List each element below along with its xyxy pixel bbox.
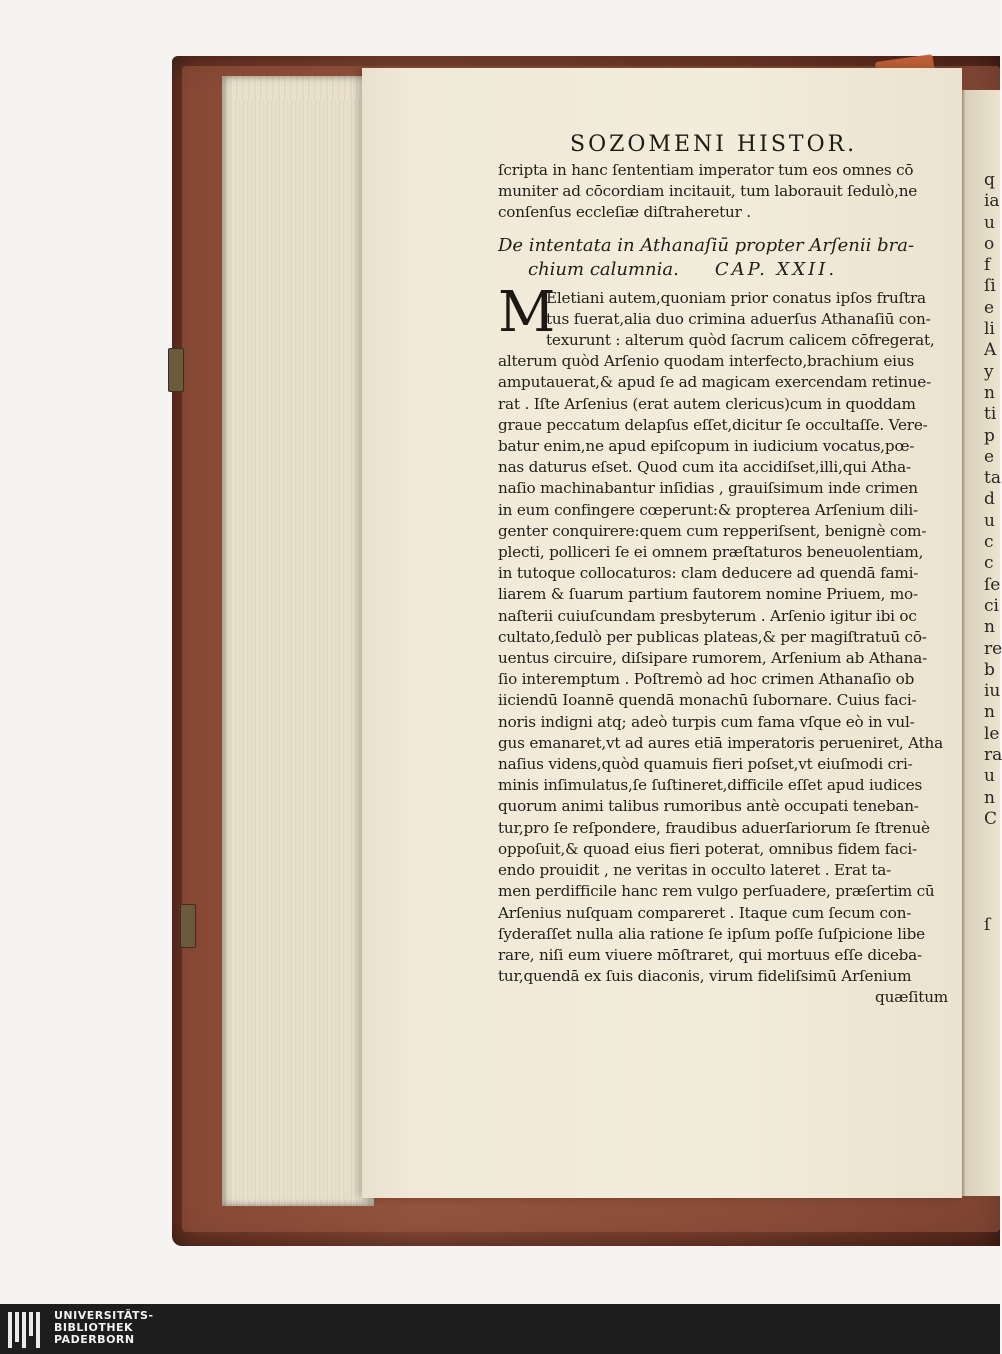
facing-page-fragment: A xyxy=(984,340,997,361)
body-line: ſio interemptum . Poſtremò ad hoc crimen Athanaſio ob xyxy=(498,670,915,689)
facing-page-fragment: y xyxy=(984,361,994,382)
clasp-bottom xyxy=(180,904,196,948)
body-line: in eum confingere cœperunt:& propterea Arſenium dili- xyxy=(498,500,918,519)
facing-page-fragment xyxy=(984,830,1000,851)
body-line: genter conquirere:quem cum repperiſsent, benignè com- xyxy=(498,521,927,540)
body-line: ſyderaſſet nulla alia ratione ſe ipſum poſſe ſuſpicione libe xyxy=(498,924,925,943)
facing-page-fragment: ta xyxy=(984,468,1001,489)
facing-page-fragment: n xyxy=(984,382,995,403)
library-name-line: PADERBORN xyxy=(54,1333,135,1346)
body-line: tus fuerat,alia duo crimina aduerſus Athanaſiū con- xyxy=(546,309,931,328)
facing-page-fragment: c xyxy=(984,532,994,553)
body-line: minis inſimulatus,ſe ſuſtineret,difficile eſſet apud iudices xyxy=(498,776,923,795)
facing-page-text xyxy=(984,170,1000,937)
facing-page-fragment xyxy=(984,894,1000,915)
body-line: endo prouidit , ne veritas in occulto lateret . Erat ta- xyxy=(498,861,892,880)
chapter-heading-line-1: De intentata in Athanaſiū propter Arſenii bra- xyxy=(498,234,915,256)
facing-page-fragment: ſ xyxy=(984,915,991,936)
body-line: liarem & ſuarum partium fautorem nomine Priuem, mo- xyxy=(498,585,918,604)
running-head: SOZOMENI HISTOR. xyxy=(570,132,858,157)
facing-page-fragment: ti xyxy=(984,404,997,425)
facing-page-fragment: li xyxy=(984,319,995,340)
facing-page-fragment xyxy=(984,873,1000,894)
body-line: noris indigni atq; adeò turpis cum fama vſque eò in vul- xyxy=(498,712,915,731)
body-line: nas daturus eſset. Quod cum ita accidiſset,illi,qui Atha- xyxy=(498,458,911,477)
library-footer xyxy=(0,1304,1000,1354)
body-line: Eletiani autem,quoniam prior conatus ipſos fruſtra xyxy=(546,288,926,307)
body-line: uentus circuire, diſsipare rumorem, Arſenium ab Athana- xyxy=(498,649,928,668)
facing-page-fragment: e xyxy=(984,446,995,467)
facing-page-fragment: ra xyxy=(984,745,1002,766)
body-paragraph xyxy=(498,279,958,988)
body-line: amputauerat,& apud ſe ad magicam exercendam retinue- xyxy=(498,373,932,392)
body-line: cultato,ſedulò per publicas plateas,& per magiſtratuū cō- xyxy=(498,627,927,646)
intro-line: conſenſus eccleſiæ diſtraheretur . xyxy=(498,203,751,222)
body-line: alterum quòd Arſenio quodam interfecto,brachium eius xyxy=(498,352,914,371)
chapter-number: CAP. XXII. xyxy=(714,258,838,280)
body-line: Arſenius nuſquam compareret . Itaque cum ſecum con- xyxy=(498,903,912,922)
facing-page-fragment: d xyxy=(984,489,995,510)
facing-page-fragment: u xyxy=(984,766,995,787)
library-name xyxy=(54,1310,154,1346)
facing-page-fragment: b xyxy=(984,659,995,680)
library-name-line: UNIVERSITÄTS- xyxy=(54,1309,154,1322)
facing-page-fragment: iu xyxy=(984,681,1001,702)
body-line: rare, niſi eum viuere mōſtraret, qui mortuus eſſe diceba- xyxy=(498,945,922,964)
facing-page-fragment: C xyxy=(984,808,998,829)
facing-page-fragment: ia xyxy=(984,191,1000,212)
body-line: oppoſuit,& quoad eius fieri poterat, omnibus fidem faci- xyxy=(498,839,917,858)
facing-page-fragment: f xyxy=(984,255,991,276)
facing-page-fragment: c xyxy=(984,553,994,574)
facing-page-fragment: ſe xyxy=(984,574,1001,595)
facing-page-fragment: o xyxy=(984,233,995,254)
body-line: gus emanaret,vt ad aures etiā imperatoris perueniret, Atha xyxy=(498,733,943,752)
library-name-line: BIBLIOTHEK xyxy=(54,1321,134,1334)
catchword: quæſitum xyxy=(875,988,948,1007)
intro-paragraph xyxy=(498,160,958,224)
body-line: graue peccatum delapſus eſſet,dicitur ſe occultaſſe. Vere- xyxy=(498,415,928,434)
page-stack-shadow xyxy=(232,100,362,1200)
body-line: iiciendū Ioannē quendā monachū ſubornare. Cuius faci- xyxy=(498,691,917,710)
chapter-heading-line-2 xyxy=(498,258,958,282)
body-line: tur,quendā ex ſuis diaconis, virum fideliſsimū Arſenium xyxy=(498,967,912,986)
text-block xyxy=(498,160,958,1009)
facing-page-fragment: re xyxy=(984,638,1002,659)
clasp-top xyxy=(168,348,184,392)
facing-page-fragment: q xyxy=(984,170,995,190)
facing-page-fragment: ci xyxy=(984,595,999,616)
intro-line: ſcripta in hanc ſententiam imperator tum eos omnes cō xyxy=(498,161,914,179)
facing-page-fragment: ſi xyxy=(984,276,996,297)
facing-page-fragment: n xyxy=(984,617,995,638)
facing-page-fragment: n xyxy=(984,787,995,808)
body-line: tur,pro ſe reſpondere, fraudibus aduerſariorum ſe ſtrenuè xyxy=(498,818,930,837)
body-line: naſius videns,quòd quamuis fieri poſset,vt eiuſmodi cri- xyxy=(498,755,913,774)
facing-page-fragment: p xyxy=(984,425,995,446)
facing-page-fragment: le xyxy=(984,723,1000,744)
body-line: rat . Iſte Arſenius (erat autem clericus)cum in quoddam xyxy=(498,394,916,413)
facing-page-fragment: u xyxy=(984,212,995,233)
facing-page-fragment: n xyxy=(984,702,995,723)
facing-page-fragment: u xyxy=(984,510,995,531)
body-line: quorum animi talibus rumoribus antè occupati teneban- xyxy=(498,797,919,816)
body-line: in tutoque collocaturos: clam deducere ad quendā fami- xyxy=(498,564,919,583)
body-line: men perdifficile hanc rem vulgo perſuadere, præſertim cū xyxy=(498,882,935,901)
body-line: plecti, polliceri ſe ei omnem præſtaturos beneuolentiam, xyxy=(498,543,924,562)
library-logo-icon xyxy=(8,1312,48,1348)
body-line: naſio machinabantur inſidias , grauiſsimum inde crimen xyxy=(498,479,918,498)
intro-line: muniter ad cōcordiam incitauit, tum laborauit ſedulò,ne xyxy=(498,182,918,201)
body-line: texurunt : alterum quòd ſacrum calicem cōfregerat, xyxy=(546,331,935,350)
chapter-heading-text: chium calumnia. xyxy=(528,258,679,280)
facing-page-fragment xyxy=(984,852,1000,873)
facing-page-fragment: e xyxy=(984,297,995,318)
body-line: naſterii cuiuſcundam presbyterum . Arſenio igitur ibi oc xyxy=(498,606,917,625)
drop-cap: M xyxy=(498,279,556,345)
body-line: batur enim,ne apud epiſcopum in iudicium vocatus,pœ- xyxy=(498,437,915,456)
